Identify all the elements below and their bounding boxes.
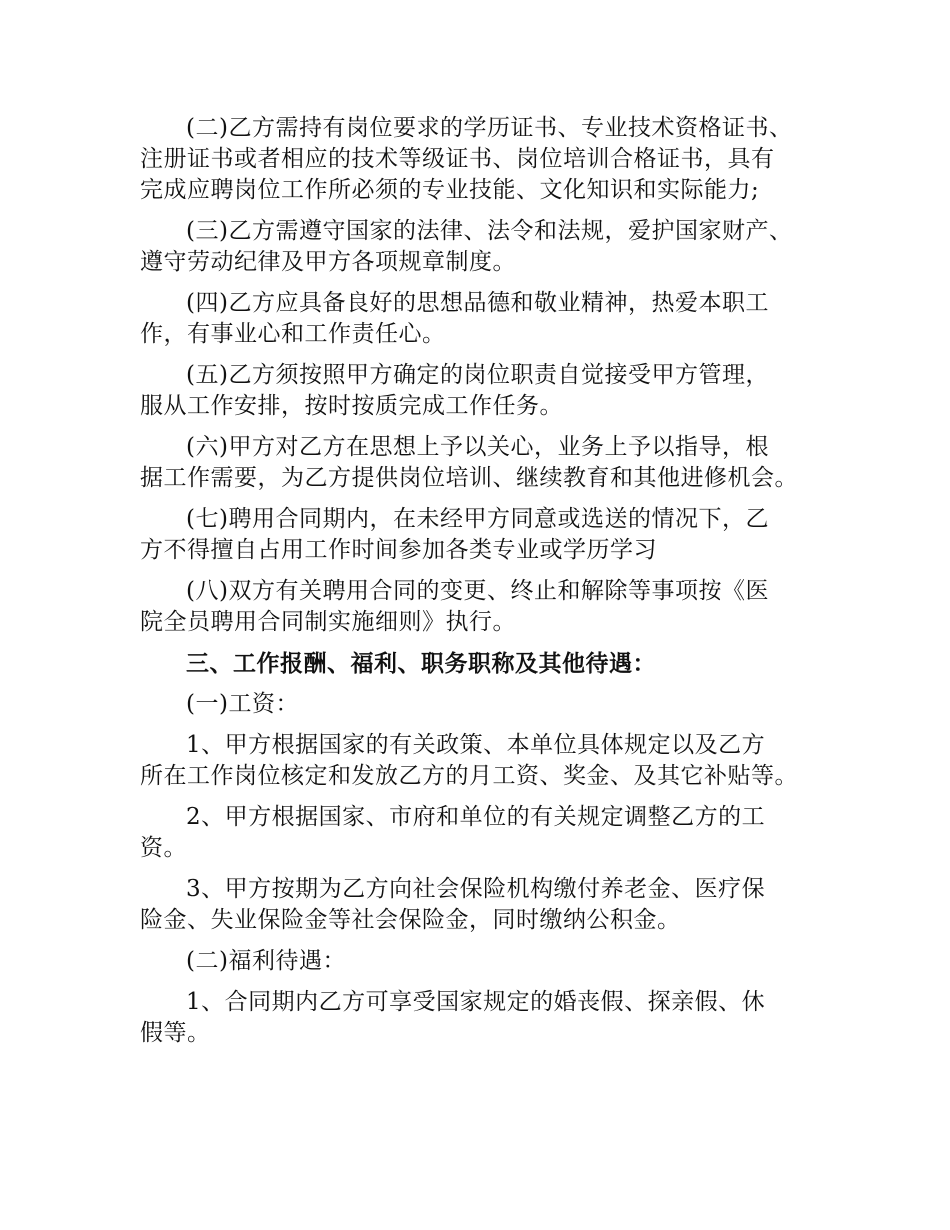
paragraph	[140, 504, 830, 566]
text-line: 2、甲方根据国家、市府和单位的有关规定调整乙方的工	[186, 804, 766, 830]
section-heading	[140, 648, 830, 679]
text-line: 院全员聘用合同制实施细则》执行。	[140, 609, 516, 635]
text-line: 注册证书或者相应的技术等级证书、岗位培训合格证书，具有	[140, 146, 775, 172]
text-line: 方不得擅自占用工作时间参加各类专业或学历学习	[140, 537, 657, 563]
text-line: 险金、失业保险金等社会保险金，同时缴纳公积金。	[140, 907, 681, 933]
text-line: (四)乙方应具备良好的思想品德和敬业精神，热爱本职工	[186, 290, 769, 316]
paragraph	[140, 802, 830, 864]
document-body	[140, 113, 830, 1059]
paragraph	[140, 113, 830, 206]
paragraph	[140, 730, 830, 792]
text-line: 资。	[140, 835, 187, 861]
text-line: 作，有事业心和工作责任心。	[140, 321, 446, 347]
text-line: 假等。	[140, 1020, 211, 1046]
text-line: 1、甲方根据国家的有关政策、本单位具体规定以及乙方	[186, 732, 766, 758]
text-line: (二)福利待遇：	[186, 948, 346, 974]
paragraph	[140, 987, 830, 1049]
paragraph	[140, 576, 830, 638]
text-line: 所在工作岗位核定和发放乙方的月工资、奖金、及其它补贴等。	[140, 763, 798, 789]
paragraph	[140, 216, 830, 278]
text-line: (二)乙方需持有岗位要求的学历证书、专业技术资格证书、	[186, 115, 793, 141]
paragraph	[140, 360, 830, 422]
paragraph	[140, 288, 830, 350]
text-line: (六)甲方对乙方在思想上予以关心，业务上予以指导，根	[186, 434, 769, 460]
text-line: 3、甲方按期为乙方向社会保险机构缴付养老金、医疗保	[186, 876, 766, 902]
text-line: (七)聘用合同期内，在未经甲方同意或选送的情况下，乙	[186, 506, 769, 532]
text-line: (一)工资：	[186, 691, 299, 717]
text-line: 服从工作安排，按时按质完成工作任务。	[140, 393, 563, 419]
paragraph	[140, 689, 830, 720]
text-line: 据工作需要，为乙方提供岗位培训、继续教育和其他进修机会。	[140, 465, 798, 491]
text-line: (八)双方有关聘用合同的变更、终止和解除等事项按《医	[186, 578, 769, 604]
text-line: 1、合同期内乙方可享受国家规定的婚丧假、探亲假、休	[186, 989, 766, 1015]
text-line: (三)乙方需遵守国家的法律、法令和法规，爱护国家财产、	[186, 218, 793, 244]
text-line: 遵守劳动纪律及甲方各项规章制度。	[140, 249, 516, 275]
text-line: (五)乙方须按照甲方确定的岗位职责自觉接受甲方管理，	[186, 362, 769, 388]
text-line: 三、工作报酬、福利、职务职称及其他待遇：	[186, 650, 656, 677]
paragraph	[140, 874, 830, 936]
text-line: 完成应聘岗位工作所必须的专业技能、文化知识和实际能力;	[140, 177, 760, 203]
paragraph	[140, 946, 830, 977]
paragraph	[140, 432, 830, 494]
